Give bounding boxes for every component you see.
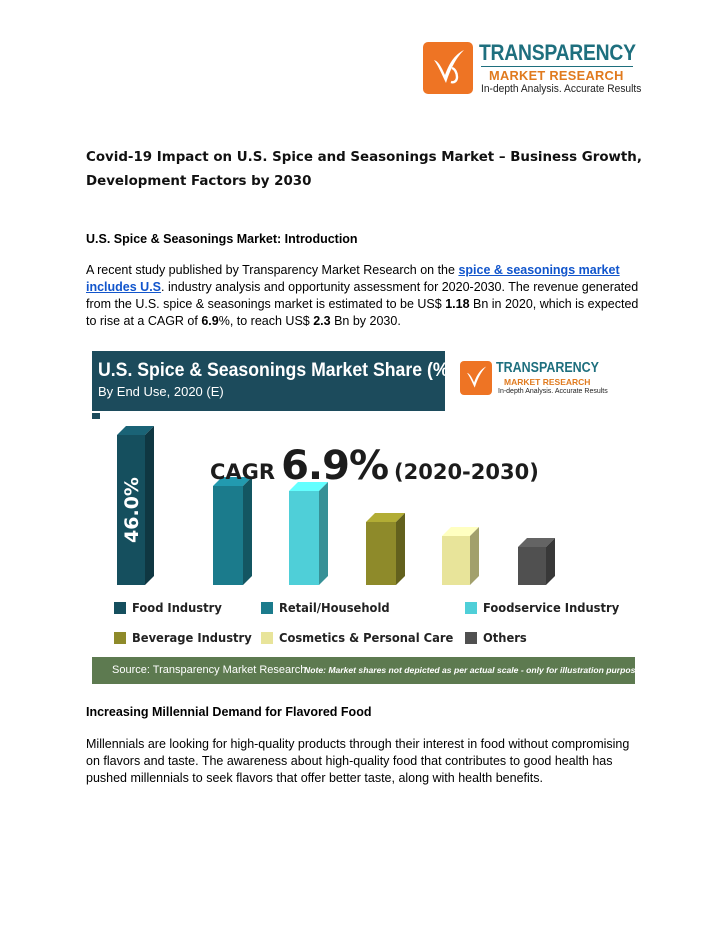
legend-item bbox=[465, 600, 631, 615]
intro-text-1: A recent study published by Transparency Market Research on the bbox=[86, 263, 459, 277]
legend-swatch bbox=[114, 632, 126, 644]
logo-name: TRANSPARENCY bbox=[479, 40, 636, 65]
legend-item bbox=[261, 600, 399, 615]
bar-food-industry bbox=[117, 426, 154, 585]
note-text: Note: Market shares not depicted as per actual scale - only for illustration purposes bbox=[304, 665, 645, 675]
infographic-logo-sub: MARKET RESEARCH bbox=[504, 377, 591, 387]
bar-retail-household bbox=[213, 477, 252, 585]
revenue-2030-value: 2.3 bbox=[313, 314, 331, 328]
legend-label: Food Industry bbox=[132, 600, 222, 615]
market-link[interactable]: spice & seasonings market includes U.S bbox=[86, 263, 620, 294]
cagr-callout bbox=[210, 443, 539, 489]
infographic-logo-name: TRANSPARENCY bbox=[496, 360, 600, 376]
intro-text-2: . industry analysis and opportunity assessment for 2020-2030. The revenue generated from the U.S. spice & seasonings market is estimated to be US$ bbox=[86, 280, 639, 311]
section-paragraph-millennial: Millennials are looking for high-quality products through their interest in food without compromising on flavors and taste. The awareness about high-quality food that contributes to good health has pushed millennials to seek flavors that offer better taste, along with health benefits. bbox=[86, 737, 630, 785]
legend-label: Retail/Household bbox=[279, 600, 390, 615]
infographic-logo-tagline: In-depth Analysis. Accurate Results bbox=[498, 388, 608, 395]
chart-legend bbox=[114, 600, 634, 652]
legend-swatch bbox=[465, 602, 477, 614]
legend-item bbox=[114, 630, 262, 645]
legend-label: Others bbox=[483, 630, 527, 645]
legend-swatch bbox=[114, 602, 126, 614]
logo-tagline: In-depth Analysis. Accurate Results bbox=[481, 83, 642, 95]
bar-chart bbox=[92, 413, 635, 593]
bar-data-label: 46.0% bbox=[121, 477, 143, 543]
legend-swatch bbox=[261, 602, 273, 614]
bar-others bbox=[518, 538, 555, 585]
banner-tail bbox=[92, 413, 100, 419]
infographic-banner bbox=[92, 351, 455, 411]
bar-foodservice-industry bbox=[289, 482, 328, 585]
intro-text-5: Bn by 2030. bbox=[330, 314, 401, 328]
tmr-check-logo-icon bbox=[460, 361, 492, 395]
company-logo bbox=[423, 40, 642, 100]
market-share-infographic bbox=[92, 351, 645, 684]
cagr-period: (2020-2030) bbox=[394, 460, 539, 484]
section-heading-millennial: Increasing Millennial Demand for Flavored Food bbox=[86, 705, 372, 719]
infographic-footer bbox=[92, 657, 645, 684]
intro-heading: U.S. Spice & Seasonings Market: Introduction bbox=[86, 232, 358, 246]
cagr-big-value: 6.9% bbox=[281, 443, 389, 489]
source-text: Source: Transparency Market Research bbox=[112, 664, 307, 676]
logo-divider bbox=[481, 66, 633, 67]
intro-text-4: %, to reach US$ bbox=[218, 314, 314, 328]
legend-item bbox=[261, 630, 468, 645]
intro-paragraph bbox=[86, 262, 646, 330]
legend-label: Beverage Industry bbox=[132, 630, 252, 645]
infographic-logo bbox=[460, 357, 632, 409]
tmr-check-logo-icon bbox=[423, 42, 473, 94]
logo-sub: MARKET RESEARCH bbox=[489, 68, 624, 83]
infographic-title: U.S. Spice & Seasonings Market Share (%) bbox=[98, 360, 455, 381]
legend-swatch bbox=[465, 632, 477, 644]
infographic-subtitle: By End Use, 2020 (E) bbox=[98, 384, 224, 399]
page-title: Covid-19 Impact on U.S. Spice and Seasonings Market – Business Growth, Development Factors by 2030 bbox=[86, 150, 642, 189]
cagr-value: 6.9 bbox=[201, 314, 219, 328]
revenue-2020-value: 1.18 bbox=[445, 297, 470, 311]
cagr-label: CAGR bbox=[210, 460, 276, 484]
legend-swatch bbox=[261, 632, 273, 644]
legend-label: Cosmetics & Personal Care bbox=[279, 630, 454, 645]
legend-item bbox=[114, 600, 230, 615]
bar-beverage-industry bbox=[366, 513, 405, 585]
intro-text-3: Bn in 2020, which is expected to rise at a CAGR of bbox=[86, 297, 639, 328]
legend-item bbox=[465, 630, 531, 645]
bar-cosmetics-personal-care bbox=[442, 527, 479, 585]
legend-label: Foodservice Industry bbox=[483, 600, 620, 615]
